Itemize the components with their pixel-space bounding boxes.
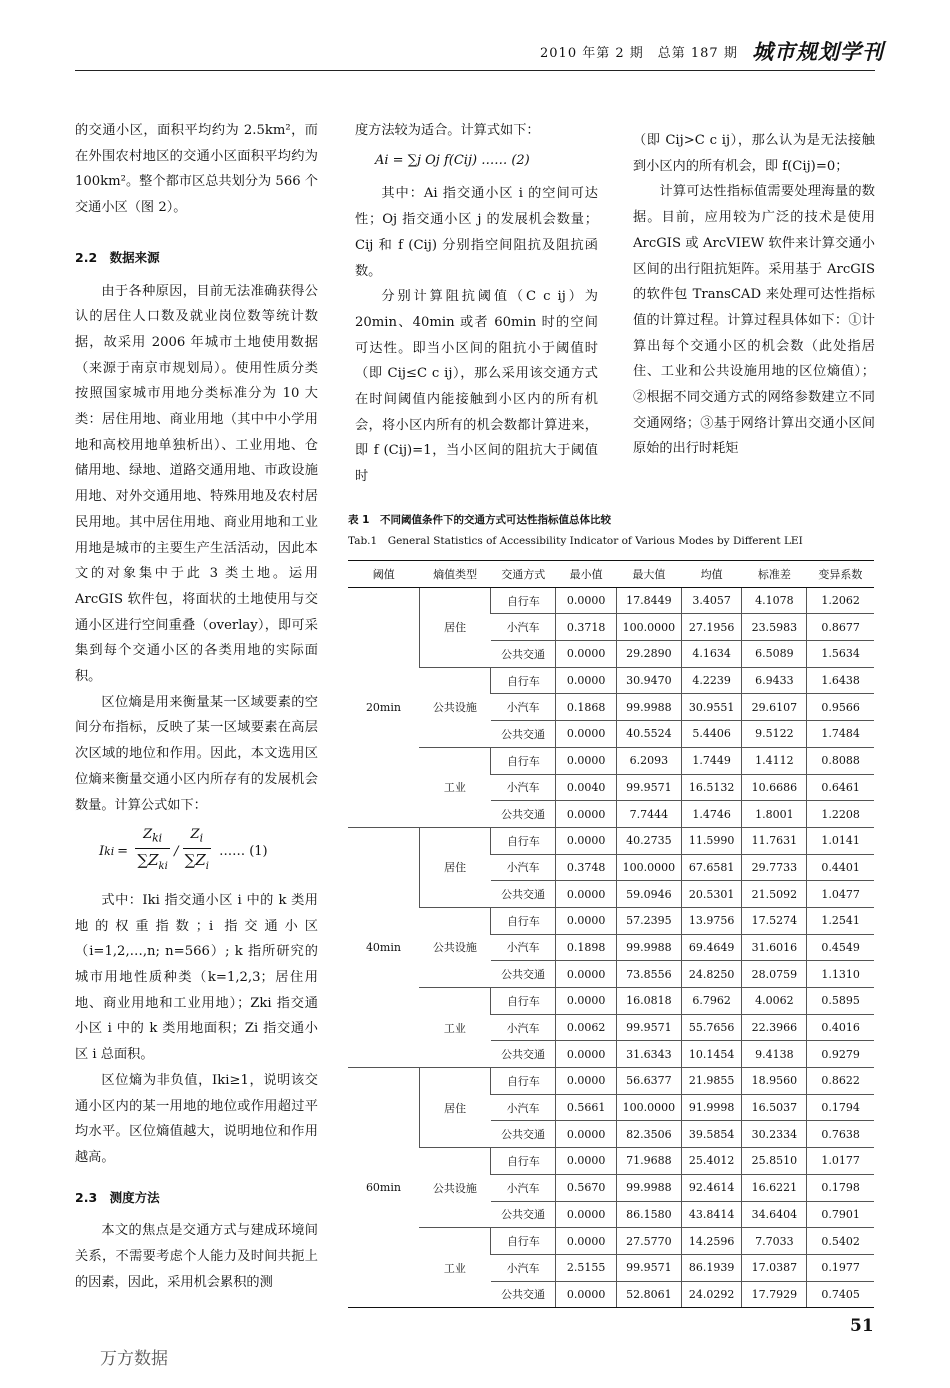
table-cell: 5.4406 xyxy=(681,721,742,748)
table-cell: 100.0000 xyxy=(616,854,681,881)
table-cell: 27.1956 xyxy=(681,614,742,641)
column-header: 阈值 xyxy=(348,561,419,588)
table-cell: 4.1078 xyxy=(742,587,807,614)
table-cell: 99.9988 xyxy=(616,934,681,961)
table-cell: 20.5301 xyxy=(681,881,742,908)
table-cell: 1.2541 xyxy=(807,907,874,934)
table-cell: 小汽车 xyxy=(491,694,556,721)
column-header: 熵值类型 xyxy=(419,561,490,588)
table-cell: 3.4057 xyxy=(681,587,742,614)
table-cell: 自行车 xyxy=(491,988,556,1015)
table-cell: 1.5634 xyxy=(807,641,874,668)
table-cell: 17.8449 xyxy=(616,587,681,614)
table-cell: 100.0000 xyxy=(616,1094,681,1121)
column-header: 变异系数 xyxy=(807,561,874,588)
table-cell: 99.9571 xyxy=(616,1254,681,1281)
table-cell: 小汽车 xyxy=(491,1014,556,1041)
table-row xyxy=(348,1148,874,1175)
table-cell: 自行车 xyxy=(491,667,556,694)
table-cell: 67.6581 xyxy=(681,854,742,881)
column-header: 交通方式 xyxy=(491,561,556,588)
formula-2: Ai = ∑j Oj f(Cij) …… (2) xyxy=(375,152,530,168)
table-cell: 25.8510 xyxy=(742,1148,807,1175)
table-cell: 公共交通 xyxy=(491,1201,556,1228)
table-cell: 自行车 xyxy=(491,907,556,934)
table-cell: 0.8677 xyxy=(807,614,874,641)
table-cell: 小汽车 xyxy=(491,614,556,641)
table-cell: 1.6438 xyxy=(807,667,874,694)
table-cell: 0.0000 xyxy=(556,801,617,828)
table-cell: 25.4012 xyxy=(681,1148,742,1175)
table-cell: 31.6016 xyxy=(742,934,807,961)
entropy-type-cell: 公共设施 xyxy=(419,1148,490,1228)
table-cell: 0.8622 xyxy=(807,1068,874,1095)
table-row xyxy=(348,1228,874,1255)
entropy-type-cell: 工业 xyxy=(419,1228,490,1308)
table-cell: 24.8250 xyxy=(681,961,742,988)
table-cell: 1.7449 xyxy=(681,747,742,774)
table-cell: 21.5092 xyxy=(742,881,807,908)
table-cell: 9.4138 xyxy=(742,1041,807,1068)
table-cell: 0.0000 xyxy=(556,827,617,854)
table-cell: 0.0000 xyxy=(556,1201,617,1228)
table-cell: 17.7929 xyxy=(742,1281,807,1308)
table-cell: 小汽车 xyxy=(491,1094,556,1121)
column-header: 标准差 xyxy=(742,561,807,588)
table-cell: 0.7901 xyxy=(807,1201,874,1228)
entropy-type-cell: 工业 xyxy=(419,988,490,1068)
entropy-type-cell: 居住 xyxy=(419,827,490,907)
table-cell: 小汽车 xyxy=(491,934,556,961)
table-cell: 0.0000 xyxy=(556,1228,617,1255)
table-cell: 11.7631 xyxy=(742,827,807,854)
table-row xyxy=(348,827,874,854)
table-cell: 1.4112 xyxy=(742,747,807,774)
formula-symbol: ∑Z xyxy=(137,850,159,869)
table-cell: 29.6107 xyxy=(742,694,807,721)
table-cell: 16.5037 xyxy=(742,1094,807,1121)
formula-symbol: Z xyxy=(190,827,200,843)
table-cell: 公共交通 xyxy=(491,1041,556,1068)
formula-symbol: / xyxy=(174,844,179,860)
table-cell: 0.4549 xyxy=(807,934,874,961)
table-cell: 0.3748 xyxy=(556,854,617,881)
table-cell: 0.0000 xyxy=(556,1148,617,1175)
threshold-cell: 40min xyxy=(348,827,419,1067)
entropy-type-cell: 公共设施 xyxy=(419,667,490,747)
table-header-row xyxy=(348,561,874,588)
table-cell: 1.2208 xyxy=(807,801,874,828)
entropy-type-cell: 工业 xyxy=(419,747,490,827)
table-cell: 71.9688 xyxy=(616,1148,681,1175)
table-cell: 4.2239 xyxy=(681,667,742,694)
table-cell: 0.9279 xyxy=(807,1041,874,1068)
table-cell: 自行车 xyxy=(491,1228,556,1255)
table-cell: 0.1977 xyxy=(807,1254,874,1281)
table-cell: 59.0946 xyxy=(616,881,681,908)
formula-symbol: ∑Z xyxy=(184,850,206,869)
table-cell: 17.0387 xyxy=(742,1254,807,1281)
table-cell: 自行车 xyxy=(491,747,556,774)
table-cell: 0.6461 xyxy=(807,774,874,801)
table-body xyxy=(348,587,874,1308)
formula-number: …… (1) xyxy=(219,844,268,860)
table-cell: 28.0759 xyxy=(742,961,807,988)
table-cell: 0.3718 xyxy=(556,614,617,641)
table-cell: 自行车 xyxy=(491,1148,556,1175)
table-cell: 公共交通 xyxy=(491,881,556,908)
table-cell: 99.9571 xyxy=(616,774,681,801)
table-cell: 0.0000 xyxy=(556,721,617,748)
formula-subscript: i xyxy=(199,831,204,845)
table-cell: 0.0000 xyxy=(556,1068,617,1095)
table-cell: 18.9560 xyxy=(742,1068,807,1095)
table-cell: 自行车 xyxy=(491,827,556,854)
table-row xyxy=(348,1068,874,1095)
statistics-table xyxy=(348,560,874,1308)
paragraph: 式中：Iki 指交通小区 i 中的 k 类用地的权重指数；i 指交通小区（i=1,2,…,n; n=566）; k 指所研究的城市用地性质种类（k=1,2,3；居住用地、商业用地和工业用地）；Zki 指交通小区 i 中的 k 类用地面积；Zi 指交通小区 i 总面积。 xyxy=(75,892,318,1063)
table-cell: 0.7405 xyxy=(807,1281,874,1308)
table-cell: 100.0000 xyxy=(616,614,681,641)
table-cell: 0.5402 xyxy=(807,1228,874,1255)
table-cell: 0.1794 xyxy=(807,1094,874,1121)
formula-subscript: ki xyxy=(158,860,168,872)
table-cell: 1.0477 xyxy=(807,881,874,908)
table-cell: 0.0000 xyxy=(556,667,617,694)
table-cell: 56.6377 xyxy=(616,1068,681,1095)
table-cell: 1.8001 xyxy=(742,801,807,828)
table-cell: 82.3506 xyxy=(616,1121,681,1148)
table-cell: 99.9988 xyxy=(616,1174,681,1201)
table-cell: 1.0177 xyxy=(807,1148,874,1175)
table-cell: 9.5122 xyxy=(742,721,807,748)
table-cell: 0.9566 xyxy=(807,694,874,721)
formula-subscript: ki xyxy=(152,831,163,845)
section-heading: 2.3 测度方法 xyxy=(75,1189,160,1205)
table-cell: 4.1634 xyxy=(681,641,742,668)
table-cell: 0.0000 xyxy=(556,1281,617,1308)
table-cell: 10.6686 xyxy=(742,774,807,801)
journal-logo: 城市规划学刊 xyxy=(752,39,884,64)
table-cell: 0.8088 xyxy=(807,747,874,774)
paragraph: （即 Cij>C c ij），那么认为是无法接触到小区内的所有机会，即 f(Cij)=0； xyxy=(633,133,875,174)
table-cell: 公共交通 xyxy=(491,801,556,828)
table-cell: 4.0062 xyxy=(742,988,807,1015)
column-2 xyxy=(355,118,598,490)
table-caption-cn: 表 1 不同阈值条件下的交通方式可达性指标值总体比较 xyxy=(348,514,611,526)
paragraph: 计算可达性指标值需要处理海量的数据。目前，应用较为广泛的技术是使用 ArcGIS 或 ArcVIEW 软件来计算交通小区间的出行阻抗矩阵。采用基于 ArcGIS 的软件包 TransCAD 来处理可达性指标值的计算过程。计算过程具体如下：①计算出每个交通小区的机会数（此处指居住、工业和公共设施用地的区位熵值）；②根据不同交通方式的网络参数建立不同交通网络；③基于网络计算出交通小区间原始的出行时耗矩 xyxy=(633,184,875,457)
table-cell: 0.5670 xyxy=(556,1174,617,1201)
table-cell: 21.9855 xyxy=(681,1068,742,1095)
paragraph: 的交通小区，面积平均约为 2.5km²，而在外围农村地区的交通小区面积平均约为 100km²。整个都市区总共划分为 566 个交通小区（图 2）。 xyxy=(75,123,318,216)
table-cell: 91.9998 xyxy=(681,1094,742,1121)
entropy-type-cell: 居住 xyxy=(419,1068,490,1148)
table-cell: 14.2596 xyxy=(681,1228,742,1255)
table-cell: 40.5524 xyxy=(616,721,681,748)
page-number: 51 xyxy=(850,1316,874,1336)
column-header: 最小值 xyxy=(556,561,617,588)
table-cell: 0.1798 xyxy=(807,1174,874,1201)
table-cell: 16.0818 xyxy=(616,988,681,1015)
table-cell: 1.1310 xyxy=(807,961,874,988)
table-cell: 1.4746 xyxy=(681,801,742,828)
table-cell: 0.0000 xyxy=(556,988,617,1015)
paragraph: 由于各种原因，目前无法准确获得公认的居住人口数及就业岗位数等统计数据，故采用 2006 年城市土地使用数据（来源于南京市规划局）。使用性质分类按照国家城市用地分类标准分为 10 大类：居住用地、商业用地（其中中小学用地和高校用地单独析出）、工业用地、仓储用地、绿地、道路交通用地、市政设施用地、对外交通用地、特殊用地及农村居民用地。其中居住用地、商业用地和工业用地是城市的主要生产生活活动，因此本文的对象集中于此 3 类土地。运用 ArcGIS 软件包，将面状的土地使用与交通小区进行空间重叠（overlay），即可采集到每个交通小区的各类用地的实际面积。 xyxy=(75,283,318,685)
table-cell: 0.5895 xyxy=(807,988,874,1015)
table-cell: 7.7033 xyxy=(742,1228,807,1255)
table-cell: 公共交通 xyxy=(491,1121,556,1148)
column-header: 均值 xyxy=(681,561,742,588)
table-cell: 29.7733 xyxy=(742,854,807,881)
table-cell: 0.0000 xyxy=(556,881,617,908)
table-row xyxy=(348,667,874,694)
table-cell: 23.5983 xyxy=(742,614,807,641)
table-cell: 34.6404 xyxy=(742,1201,807,1228)
table-cell: 2.5155 xyxy=(556,1254,617,1281)
table-cell: 1.2062 xyxy=(807,587,874,614)
table-cell: 小汽车 xyxy=(491,854,556,881)
column-header: 最大值 xyxy=(616,561,681,588)
table-cell: 30.9470 xyxy=(616,667,681,694)
paragraph: 区位熵是用来衡量某一区域要素的空间分布指标，反映了某一区域要素在高层次区域的地位和作用。因此，本文选用区位熵来衡量交通小区内所存有的发展机会数量。计算公式如下： xyxy=(75,694,318,813)
table-cell: 0.0040 xyxy=(556,774,617,801)
table-cell: 小汽车 xyxy=(491,774,556,801)
table-row xyxy=(348,988,874,1015)
table-cell: 69.4649 xyxy=(681,934,742,961)
table-row xyxy=(348,747,874,774)
table-cell: 自行车 xyxy=(491,1068,556,1095)
formula-1 xyxy=(99,826,318,878)
section-heading: 2.2 数据来源 xyxy=(75,249,160,265)
formula-symbol: I xyxy=(99,844,105,860)
entropy-type-cell: 居住 xyxy=(419,587,490,667)
column-1 xyxy=(75,118,318,1295)
table-cell: 57.2395 xyxy=(616,907,681,934)
table-cell: 73.8556 xyxy=(616,961,681,988)
table-cell: 99.9988 xyxy=(616,694,681,721)
table-cell: 0.0000 xyxy=(556,1041,617,1068)
formula-subscript: i xyxy=(205,860,209,872)
table-cell: 31.6343 xyxy=(616,1041,681,1068)
table-cell: 0.0000 xyxy=(556,961,617,988)
table-cell: 13.9756 xyxy=(681,907,742,934)
table-cell: 16.6221 xyxy=(742,1174,807,1201)
header-rule xyxy=(75,70,875,71)
paragraph: 其中：Ai 指交通小区 i 的空间可达性；Oj 指交通小区 j 的发展机会数量；Cij 和 f (Cij) 分别指空间阻抗及阻抗函数。 xyxy=(355,186,598,279)
threshold-cell: 20min xyxy=(348,587,419,827)
table-cell: 16.5132 xyxy=(681,774,742,801)
table-cell: 6.9433 xyxy=(742,667,807,694)
table-cell: 公共交通 xyxy=(491,961,556,988)
table-cell: 43.8414 xyxy=(681,1201,742,1228)
table-cell: 0.0000 xyxy=(556,641,617,668)
table-cell: 0.1898 xyxy=(556,934,617,961)
table-cell: 0.0062 xyxy=(556,1014,617,1041)
table-cell: 0.7638 xyxy=(807,1121,874,1148)
table-cell: 自行车 xyxy=(491,587,556,614)
table-cell: 公共交通 xyxy=(491,1281,556,1308)
table-cell: 22.3966 xyxy=(742,1014,807,1041)
table-cell: 55.7656 xyxy=(681,1014,742,1041)
table-cell: 29.2890 xyxy=(616,641,681,668)
table-cell: 7.7444 xyxy=(616,801,681,828)
watermark: 万方数据 xyxy=(100,1349,168,1369)
table-cell: 公共交通 xyxy=(491,721,556,748)
table-cell: 92.4614 xyxy=(681,1174,742,1201)
table-cell: 30.2334 xyxy=(742,1121,807,1148)
table-cell: 39.5854 xyxy=(681,1121,742,1148)
entropy-type-cell: 公共设施 xyxy=(419,907,490,987)
table-cell: 1.7484 xyxy=(807,721,874,748)
formula-subscript: ki xyxy=(104,845,115,859)
table-cell: 1.0141 xyxy=(807,827,874,854)
fraction xyxy=(183,826,212,878)
formula-symbol: Z xyxy=(143,827,153,843)
paragraph: 本文的焦点是交通方式与建成环境间关系，不需要考虑个人能力及时间共扼上的因素，因此，采用机会累积的测 xyxy=(75,1223,318,1290)
table-cell: 11.5990 xyxy=(681,827,742,854)
table-cell: 27.5770 xyxy=(616,1228,681,1255)
table-cell: 86.1939 xyxy=(681,1254,742,1281)
table-cell: 公共交通 xyxy=(491,641,556,668)
paragraph: 区位熵为非负值，Iki≥1，说明该交通小区内的某一用地的地位或作用超过平均水平。区位熵值越大，说明地位和作用越高。 xyxy=(75,1072,318,1165)
formula-symbol: = xyxy=(117,844,129,860)
table-caption-en: Tab.1 General Statistics of Accessibility Indicator of Various Modes by Different LEI xyxy=(348,535,803,547)
paragraph: 分别计算阻抗阈值（C c ij）为 20min、40min 或者 60min 时的空间可达性。即当小区间的阻抗小于阈值时（即 Cij≤C c ij），那么采用该交通方式在时间阈值内能接触到小区内的所有机会，将小区内所有的机会数都计算进来，即 f (Cij)=1，当小区间的阻抗大于阈值时 xyxy=(355,289,598,485)
table-cell: 52.8061 xyxy=(616,1281,681,1308)
table-row xyxy=(348,907,874,934)
table-cell: 17.5274 xyxy=(742,907,807,934)
table-cell: 0.4401 xyxy=(807,854,874,881)
table-cell: 小汽车 xyxy=(491,1254,556,1281)
table-cell: 86.1580 xyxy=(616,1201,681,1228)
table-cell: 0.4016 xyxy=(807,1014,874,1041)
table-cell: 6.7962 xyxy=(681,988,742,1015)
table-cell: 40.2735 xyxy=(616,827,681,854)
table-cell: 0.0000 xyxy=(556,1121,617,1148)
column-3 xyxy=(633,128,875,462)
table-cell: 0.1868 xyxy=(556,694,617,721)
paragraph: 度方法较为适合。计算式如下： xyxy=(355,123,540,138)
table-cell: 10.1454 xyxy=(681,1041,742,1068)
table-cell: 0.5661 xyxy=(556,1094,617,1121)
table-cell: 0.0000 xyxy=(556,747,617,774)
table-cell: 6.2093 xyxy=(616,747,681,774)
table-cell: 24.0292 xyxy=(681,1281,742,1308)
fraction xyxy=(135,826,170,878)
table-cell: 0.0000 xyxy=(556,587,617,614)
table-cell: 30.9551 xyxy=(681,694,742,721)
threshold-cell: 60min xyxy=(348,1068,419,1308)
table-cell: 99.9571 xyxy=(616,1014,681,1041)
table-cell: 6.5089 xyxy=(742,641,807,668)
table-cell: 小汽车 xyxy=(491,1174,556,1201)
table-cell: 0.0000 xyxy=(556,907,617,934)
table-row xyxy=(348,587,874,614)
journal-issue: 2010 年第 2 期 总第 187 期 xyxy=(540,46,738,61)
